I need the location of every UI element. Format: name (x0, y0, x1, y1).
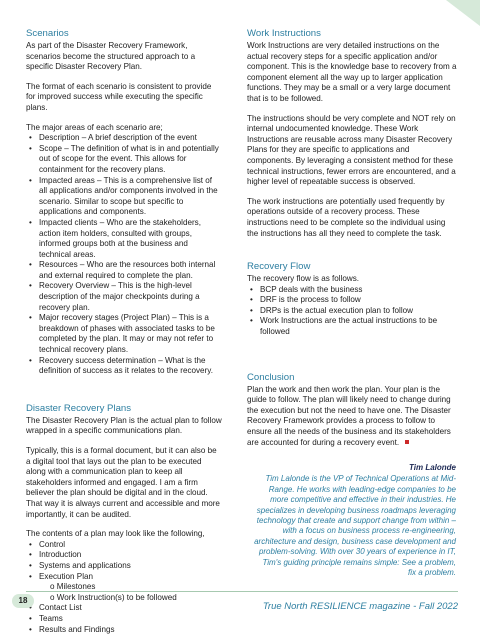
sub-list-item: o Milestones (26, 582, 222, 593)
scenarios-paragraph-2: The format of each scenario is consistent to provide for improved success while executing the specific plans. (26, 82, 222, 114)
author-name: Tim Lalonde (253, 463, 456, 473)
left-column (26, 28, 222, 635)
list-item: • Resources – Who are the resources both internal and external required to complete the plan. (26, 260, 222, 281)
list-item: • Impacted clients – Who are the stakeholders, action item holders, consulted with groups, informed groups both at the business and technical areas. (26, 218, 222, 260)
drp-bullet-list (26, 540, 222, 582)
work-instructions-heading: Work Instructions (247, 28, 457, 40)
drp-paragraph-1: The Disaster Recovery Plan is the actual plan to follow wrapped in a specific communications plan. (26, 416, 222, 437)
drp-paragraph-2: Typically, this is a formal document, but it can also be a digital tool that lays out the plan to be executed along with a communication plan to keep all stakeholders informed and engaged. I am a firm believer the plan should be digital and in the cloud. That way it is always current and accessible and more importantly, it can be audited. (26, 446, 222, 520)
recovery-flow-intro: The recovery flow is as follows. (247, 274, 457, 285)
list-item: • Impacted areas – This is a comprehensive list of all applications and/or components involved in the scenario. Similar to scope but specific to applications and components. (26, 176, 222, 218)
end-of-article-mark (405, 440, 409, 444)
drp-bullet-list-continued (26, 603, 222, 635)
list-item: • Description – A brief description of the event (26, 133, 222, 144)
footer-divider (26, 591, 458, 592)
list-item: • Control (26, 540, 222, 551)
conclusion-heading: Conclusion (247, 372, 457, 384)
author-bio-text: Tim Lalonde is the VP of Technical Operations at Mid-Range. He works with leading-edge companies to be more competitive and effective in their industries. He specializes in developing business roadmaps leveraging technology that create and support change from within – with a focus on business process re-engineering, architecture and design, business case development and problem-solving. With over 30 years of experience in IT, Tim's guiding principle remains simple: See a problem, fix a problem. (253, 474, 456, 578)
work-instructions-paragraph-2: The instructions should be very complete and NOT rely on internal undocumented knowledge. These Work Instructions are reusable across many Disaster Recovery Plans for they are specific to applications and components. By leveraging a consistent method for these technical instructions, fewer errors are encountered, and a higher level of repeatable success is observed. (247, 114, 457, 188)
list-item: • Recovery success determination – What is the definition of success as it relates to the recovery. (26, 356, 222, 377)
page-number: 18 (12, 594, 34, 608)
drp-sub-list (26, 582, 222, 603)
list-item: • Execution Plan (26, 572, 222, 583)
work-instructions-paragraph-1: Work Instructions are very detailed instructions on the actual recovery steps for a specific application and/or component. This is the knowledge base to recovery from a component element all the way up to larger application functions. They may be a small or a very large document that is to be followed. (247, 41, 457, 105)
list-item: • Scope – The definition of what is in and potentially out of scope for the event. This allows for containment for the recovery plans. (26, 144, 222, 176)
list-item: • Recovery Overview – This is the high-level description of the major checkpoints during a recovery plan. (26, 281, 222, 313)
corner-decoration (446, 0, 480, 26)
list-item: • BCP deals with the business (247, 285, 457, 296)
list-item: • Results and Findings (26, 625, 222, 635)
list-item: • Introduction (26, 550, 222, 561)
list-item: • DRPs is the actual execution plan to follow (247, 306, 457, 317)
scenarios-paragraph-3: The major areas of each scenario are; (26, 123, 222, 134)
right-column (247, 28, 457, 448)
magazine-title: True North RESILIENCE magazine - Fall 2022 (263, 601, 458, 612)
recovery-flow-heading: Recovery Flow (247, 261, 457, 273)
conclusion-paragraph (247, 385, 457, 449)
list-item: • Contact List (26, 603, 222, 614)
scenarios-bullet-list (26, 133, 222, 377)
drp-paragraph-3: The contents of a plan may look like the following, (26, 529, 222, 540)
recovery-flow-bullet-list (247, 285, 457, 338)
conclusion-text: Plan the work and then work the plan. Your plan is the guide to follow. The plan will likely need to change during the execution but not the need to have one. The Disaster Recovery Framework provides a process to follow to ensure all the needs of the business and its stakeholders are accounted for during a recovery event. (247, 385, 451, 447)
sub-list-item: o Work Instruction(s) to be followed (26, 593, 222, 604)
list-item: • Teams (26, 614, 222, 625)
list-item: • Systems and applications (26, 561, 222, 572)
disaster-recovery-plans-heading: Disaster Recovery Plans (26, 403, 222, 415)
author-bio (253, 463, 456, 578)
list-item: • Work Instructions are the actual instructions to be followed (247, 316, 457, 337)
list-item: • DRF is the process to follow (247, 295, 457, 306)
list-item: • Major recovery stages (Project Plan) – This is a breakdown of phases with associated tasks to be completed by the plan. It may or may not refer to technical recovery plans. (26, 313, 222, 355)
scenarios-heading: Scenarios (26, 28, 222, 40)
work-instructions-paragraph-3: The work instructions are potentially used frequently by operations outside of a recovery process. These instructions need to be complete so the individual using the instructions has all they need to complete the task. (247, 197, 457, 239)
scenarios-paragraph-1: As part of the Disaster Recovery Framework, scenarios become the structured approach to a specific Disaster Recovery Plan. (26, 41, 222, 73)
